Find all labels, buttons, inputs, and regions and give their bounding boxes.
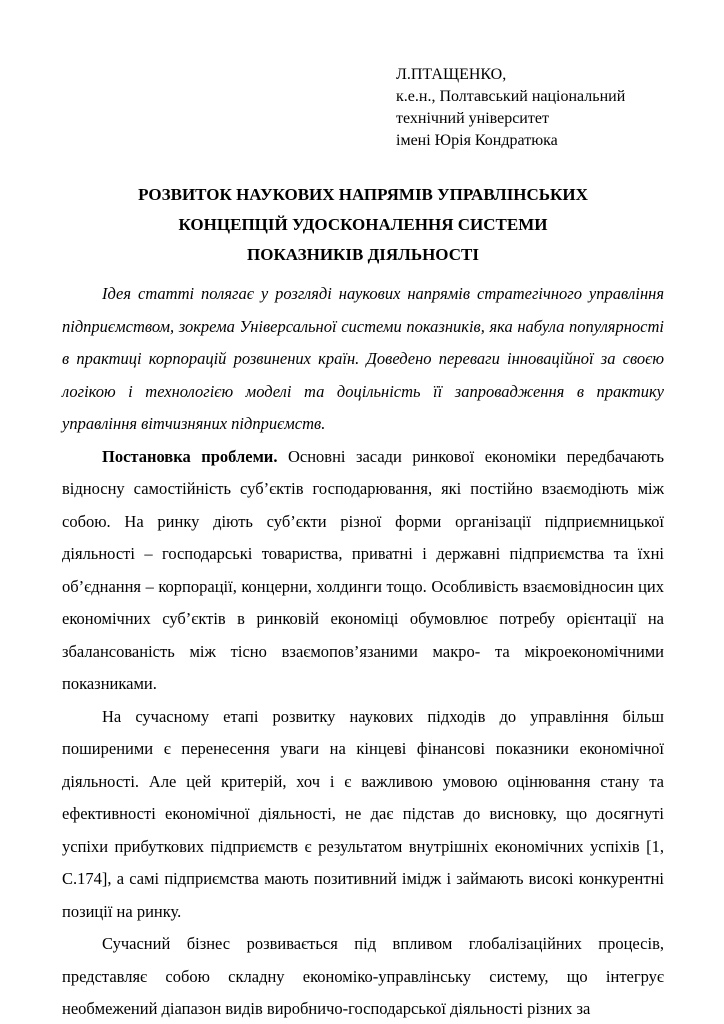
abstract-paragraph: Ідея статті полягає у розгляді наукових напрямів стратегічного управління підприємством, зокрема Універсальної системи показників, яка набула популярності в практиці корпорацій розвинених країн. Доведено переваги інноваційної за своєю логікою і технологією моделі та доцільність її запровадження в практику управління вітчизняних підприємств. — [62, 284, 664, 433]
author-name: Л.ПТАЩЕНКО, — [396, 66, 507, 83]
body-paragraph-3: Сучасний бізнес розвивається під впливом глобалізаційних процесів, представляє собою складну економіко-управлінську систему, що інтегрує необмежений діапазон видів виробничо-господарської діяльності різних за — [62, 934, 664, 1018]
paragraph-lead: Постановка проблеми. — [102, 446, 278, 466]
article-title — [62, 180, 664, 270]
author-affiliation-line-1: к.е.н., Полтавський національний — [396, 88, 626, 105]
author-affiliation-line-2: технічний університет — [396, 110, 549, 127]
paragraph-text: Основні засади ринкової економіки передбачають відносну самостійність суб’єктів господарювання, які постійно взаємодіють між собою. На ринку діють суб’єкти різної форми організації підприємницької діяльності – господарські товариства, приватні і державні підприємства та їхні об’єднання – корпорації, концерни, холдинги тощо. Особливість взаємовідносин цих економічних суб’єктів в ринковій економіці обумовлює потребу орієнтації на збалансованість між тісно взаємопов’язаними макро- та мікроекономічними показниками. — [62, 446, 665, 693]
article-title-line-2: КОНЦЕПЦІЙ УДОСКОНАЛЕННЯ СИСТЕМИ — [178, 215, 548, 234]
article-title-line-1: РОЗВИТОК НАУКОВИХ НАПРЯМІВ УПРАВЛІНСЬКИХ — [138, 185, 588, 204]
article-title-line-3: ПОКАЗНИКІВ ДІЯЛЬНОСТІ — [247, 245, 479, 264]
body-paragraph-1 — [62, 441, 664, 701]
author-block — [396, 64, 664, 152]
author-affiliation-line-3: імені Юрія Кондратюка — [396, 132, 558, 149]
body-paragraph-2: На сучасному етапі розвитку наукових підходів до управління більш поширеними є перенесення уваги на кінцеві фінансові показники економічної діяльності. Але цей критерій, хоч і є важливою умовою оцінювання стану та ефективності економічної діяльності, не дає підстав до висновку, що досягнуті успіхи прибуткових підприємств є результатом внутрішніх економічних успіхів [1, С.174], а самі підприємства мають позитивний імідж і займають високі конкурентні позиції на ринку. — [62, 706, 664, 921]
